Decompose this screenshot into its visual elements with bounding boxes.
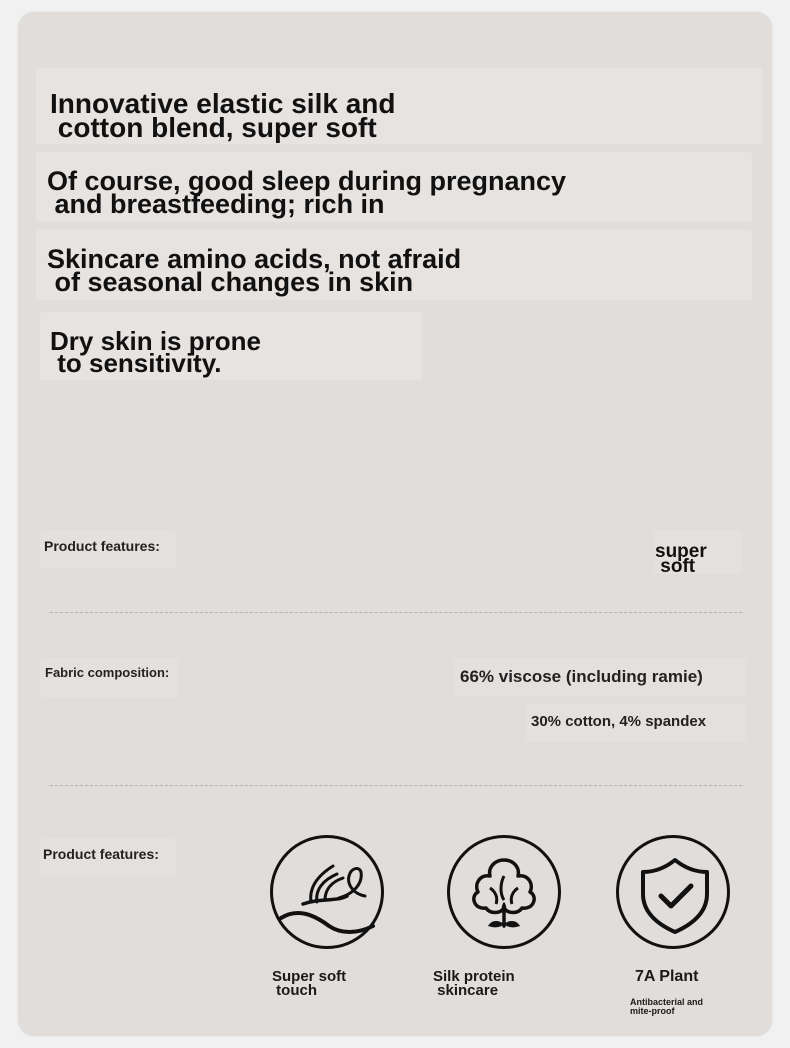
caption-super-soft-touch: Super soft touch <box>272 968 347 999</box>
headline-line-3: Skincare amino acids, not afraid of seasonal changes in skin <box>47 244 462 298</box>
headline-line-4: Dry skin is prone to sensitivity. <box>50 326 261 379</box>
caption-7a-plant: 7A Plant <box>635 968 699 985</box>
fabric-line-2: 30% cotton, 4% spandex <box>531 713 707 730</box>
divider-2 <box>50 785 742 786</box>
fabric-label: Fabric composition: <box>45 665 170 680</box>
shield-check-icon <box>616 835 730 949</box>
features-label: Product features: <box>44 538 160 554</box>
icon-features-label: Product features: <box>43 846 159 862</box>
cotton-flower-icon <box>447 835 561 949</box>
caption-silk-protein-skincare: Silk protein skincare <box>433 968 515 999</box>
fabric-line-1: 66% viscose (including ramie) <box>460 667 703 686</box>
divider-1 <box>50 612 742 613</box>
super-soft-value: super soft <box>655 541 707 578</box>
headline-line-1: Innovative elastic silk and cotton blend, super soft <box>50 88 396 144</box>
caption-antibacterial: Antibacterial and mite-proof <box>630 997 704 1016</box>
headline-line-2: Of course, good sleep during pregnancy and breastfeeding; rich in <box>47 166 567 220</box>
hand-feather-icon <box>270 835 384 949</box>
